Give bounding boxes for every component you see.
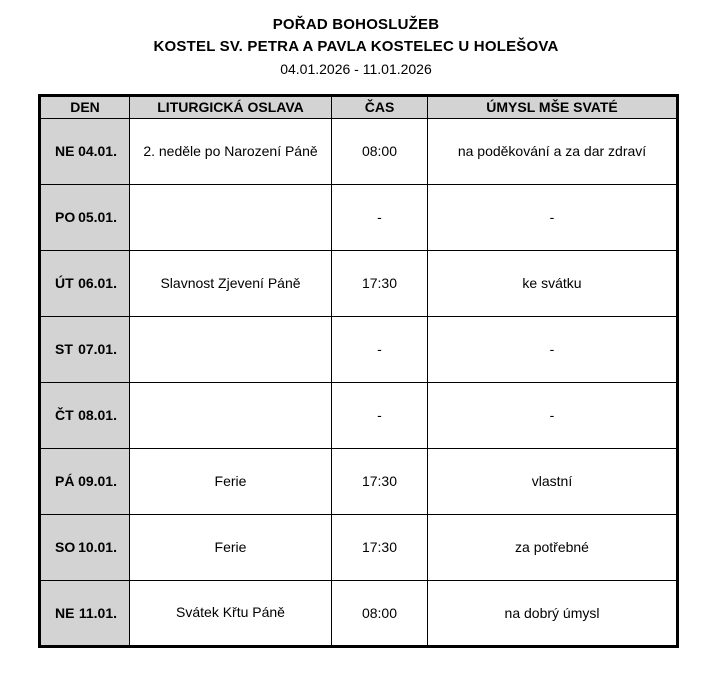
table-row: [40, 382, 678, 448]
day-cell-content: [49, 275, 121, 291]
time-cell: 17:30: [332, 448, 428, 514]
day-cell: [40, 184, 130, 250]
day-abbr: ČT: [55, 407, 74, 424]
celebration-cell: Slavnost Zjevení Páně: [130, 250, 332, 316]
day-abbr: PO: [55, 209, 76, 226]
day-date: 04.01.: [78, 143, 117, 160]
table-row: [40, 118, 678, 184]
table-row: [40, 448, 678, 514]
day-abbr: ST: [55, 341, 73, 358]
day-date: 09.01.: [78, 473, 117, 490]
intention-cell: na poděkování a za dar zdraví: [428, 118, 678, 184]
time-cell: -: [332, 316, 428, 382]
day-date: 10.01.: [78, 539, 117, 556]
column-header-cas: ČAS: [332, 95, 428, 118]
intention-cell: -: [428, 382, 678, 448]
table-row: [40, 580, 678, 646]
column-header-den: DEN: [40, 95, 130, 118]
day-cell: [40, 382, 130, 448]
celebration-cell: [130, 382, 332, 448]
day-abbr: NE: [55, 143, 75, 160]
day-abbr: NE: [55, 604, 75, 621]
table-row: [40, 316, 678, 382]
column-header-umysl: ÚMYSL MŠE SVATÉ: [428, 95, 678, 118]
day-cell: [40, 316, 130, 382]
church-name: KOSTEL SV. PETRA A PAVLA KOSTELEC U HOLEŠOVA: [153, 37, 559, 55]
intention-cell: vlastní: [428, 448, 678, 514]
day-cell-content: [49, 473, 121, 489]
day-cell-content: [49, 143, 121, 159]
intention-cell: ke svátku: [428, 250, 678, 316]
day-abbr: ÚT: [55, 275, 74, 292]
day-cell: [40, 448, 130, 514]
intention-cell: na dobrý úmysl: [428, 580, 678, 646]
time-cell: 17:30: [332, 514, 428, 580]
day-date: 05.01.: [78, 209, 117, 226]
document-header: [0, 14, 712, 79]
table-header-row: [40, 95, 678, 118]
time-cell: -: [332, 382, 428, 448]
table-row: [40, 250, 678, 316]
day-cell-content: [49, 341, 121, 357]
celebration-cell: Ferie: [130, 448, 332, 514]
time-cell: 08:00: [332, 118, 428, 184]
celebration-cell: 2. neděle po Narození Páně: [130, 118, 332, 184]
intention-cell: -: [428, 184, 678, 250]
day-cell: [40, 250, 130, 316]
day-cell-content: [49, 407, 121, 423]
intention-cell: za potřebné: [428, 514, 678, 580]
day-cell-content: [49, 605, 121, 621]
document-title: POŘAD BOHOSLUŽEB: [272, 16, 440, 33]
time-cell: -: [332, 184, 428, 250]
day-cell-content: [49, 539, 121, 555]
day-cell: [40, 514, 130, 580]
day-abbr: SO: [55, 539, 76, 556]
intention-cell: -: [428, 316, 678, 382]
table-row: [40, 184, 678, 250]
celebration-cell: [130, 316, 332, 382]
day-date: 06.01.: [78, 275, 117, 292]
time-cell: 17:30: [332, 250, 428, 316]
day-cell-content: [49, 209, 121, 225]
column-header-liturgicka-oslava: LITURGICKÁ OSLAVA: [130, 95, 332, 118]
day-cell: [40, 118, 130, 184]
time-cell: 08:00: [332, 580, 428, 646]
celebration-cell: [130, 184, 332, 250]
day-abbr: PÁ: [55, 473, 75, 490]
day-date: 11.01.: [78, 604, 117, 621]
table-row: [40, 514, 678, 580]
day-date: 08.01.: [78, 407, 117, 424]
date-range: 04.01.2026 - 11.01.2026: [280, 60, 432, 77]
day-cell: [40, 580, 130, 646]
day-date: 07.01.: [78, 341, 117, 358]
celebration-cell: Svátek Křtu Páně: [130, 580, 332, 646]
celebration-cell: Ferie: [130, 514, 332, 580]
schedule-table: [38, 94, 679, 648]
